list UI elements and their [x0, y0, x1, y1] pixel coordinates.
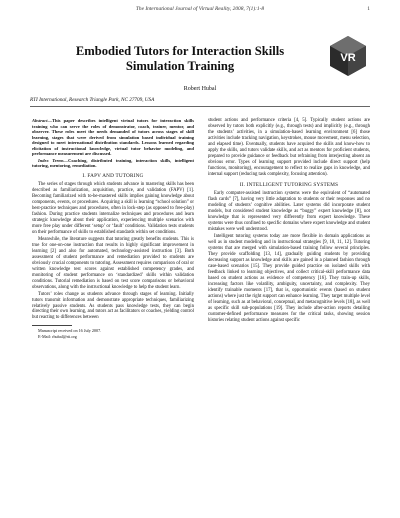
- running-header-text: The International Journal of Virtual Reality, 2008, 7(1):1-8: [135, 6, 265, 12]
- footnote-received: Manuscript received on 16 July 2007.: [38, 327, 102, 333]
- index-terms-label: Index Terms: [38, 157, 64, 163]
- affiliation: RTI International, Research Triangle Park, NC 27709, USA: [30, 97, 155, 103]
- section-heading-2: II. INTELLIGENT TUTORING SYSTEMS: [239, 181, 339, 188]
- abstract-label: Abstract: [32, 118, 48, 123]
- body-paragraph: The series of stages through which students advance in mastering skills has been described as familiarization, acquisition, practice, and validation (FAPV) [1]. Becoming familiarized with to-be-mastered skills implies gaining knowledge about components, events, or procedures. Acquiring a skill is learning “school solution” or best-practice techniques and procedures, often in lock-step (as opposed to free-play) fashion. During practice students internalize techniques and procedures and learn strategic knowledge about their application, experiencing multiple scenarios with more free play under different ‘setup’ or ‘fault’ conditions. Validation tests students on their performance of skills to established standards within set conditions.: [32, 182, 194, 236]
- footnote-email: E-Mail: rhubal@rti.org: [38, 333, 77, 339]
- title-line-2: Simulation Training: [125, 59, 235, 73]
- abstract: [32, 118, 194, 157]
- section-heading-1: I. FAPV AND TUTORING: [82, 172, 144, 179]
- paper-title: [40, 44, 320, 74]
- body-paragraph: Early computer-assisted instruction systems were the equivalent of “automated flash cards” [7], having very little adaptation to students or their responses and no modeling of students’ cognitive abilities. Later systems did incorporate student models, but considered student knowledge as “buggy” expert knowledge [8], not knowledge that is represented very differently from expert knowledge. These systems were thus confined to specific domains where expert knowledge and student mistakes were well understood.: [208, 191, 370, 233]
- body-paragraph: Meanwhile, the literature suggests that tutoring greatly benefits students. This is true for one-on-one instruction that results in highly significant improvement in learning [2] and also for automated, technology-assisted instruction [3]. Both assessment of student performance and remediation provided to students are obviously crucial components to tutoring. Assessment requires comparison of oral or written knowledge test scores against established competency grades, and monitoring of student performance on ‘standardized’ skills within validation conditions. Tutorial remediation is based on test score comparisons or behavioral observations, along with the instructional knowledge to help the student learn.: [32, 237, 194, 290]
- running-header: [30, 6, 370, 18]
- footnote-divider: [32, 325, 72, 326]
- author: Robert Hubal: [183, 86, 217, 92]
- title-line-1: Embodied Tutors for Interaction Skills: [75, 44, 285, 58]
- body-paragraph: Intelligent tutoring systems today are more flexible in domain applications as well as in student modeling and in instructional strategies [9, 10, 11, 12]. Tutoring systems that are merged with simulation-based training follow several principles. They provide scaffolding [13, 14], gradually guiding students by providing decreasing support as knowledge and skills are gained in a planned fashion through case-based scenarios [15]. They provide guided practice on isolated skills with feedback linked to learning objectives, and collect critical-skill performance data based on student actions as evidence of competency [16]. They train-up skills, increasing factors like volatility, ambiguity, uncertainty, and complexity. They identify trainable moments [17], that is, opportunistic events (based on student actions) where just the right support can enhance learning. They target multiple level of learning, such as at behavioral, conceptual, and metacognitive levels [18], as well as specific skill sub-populations [19]. They include after-action reports detailing customer-defined performance measures for the critical tasks, showing session histories relating student actions against specific: [208, 234, 370, 323]
- abstract-text: —This paper describes intelligent virtual tutors for interaction skills training who can serve the roles of demonstrator, coach, trainer, mentor, and observer. These roles meet the needs demanded of tutors across stages of skill learning, stages that were derived from simulation based individual training designed to meet international distribution standards. Lessons learned regarding elicitation of instructional knowledge, virtual tutor behavior modeling, and performance measurement are discussed.: [32, 118, 194, 156]
- journal-logo: [326, 34, 370, 78]
- index-terms-text: —Coaching, distributed training, interaction skills, intelligent tutoring, mentoring, remediation.: [32, 157, 194, 168]
- right-column: [208, 118, 370, 324]
- journal-logo-graphic: [326, 34, 370, 78]
- body-paragraph: student actions and performance criteria [4, 5]. Typically student actions are observed by tutors both explicitly (e.g., through tests) and implicitly (e.g., through the students’ activities, in a simulation-based learning environment [6] those activities include tracking navigation, keystrokes, mouse movement, menu selection, and elapsed time). Eventually, students have acquired the skills and know-how to apply the skills, and tutors validate skills, and act as mentors for proficient students, prepared to provide guidance or feedback but refraining from interjecting absent an obvious error. Types of learning support provided include direct support (help functions, monitoring), encouragement to reflect to realize gaps in knowledge, and internal support (reducing task complexity, focusing attention).: [208, 118, 370, 177]
- header-divider: [30, 106, 370, 107]
- left-column: [32, 118, 194, 340]
- body-paragraph: Tutors’ roles change as students advance through stages of learning. Initially tutors transmit information and demonstrate appropriate techniques, familiarizing relatively passive students. As students pass knowledge tests, they can begin directing their own learning, and tutors act as facilitators or coaches, yielding control but reacting to differences between: [32, 291, 194, 321]
- page-number: 1: [367, 6, 370, 12]
- svg-text:VR: VR: [340, 52, 356, 64]
- index-terms: [32, 158, 194, 169]
